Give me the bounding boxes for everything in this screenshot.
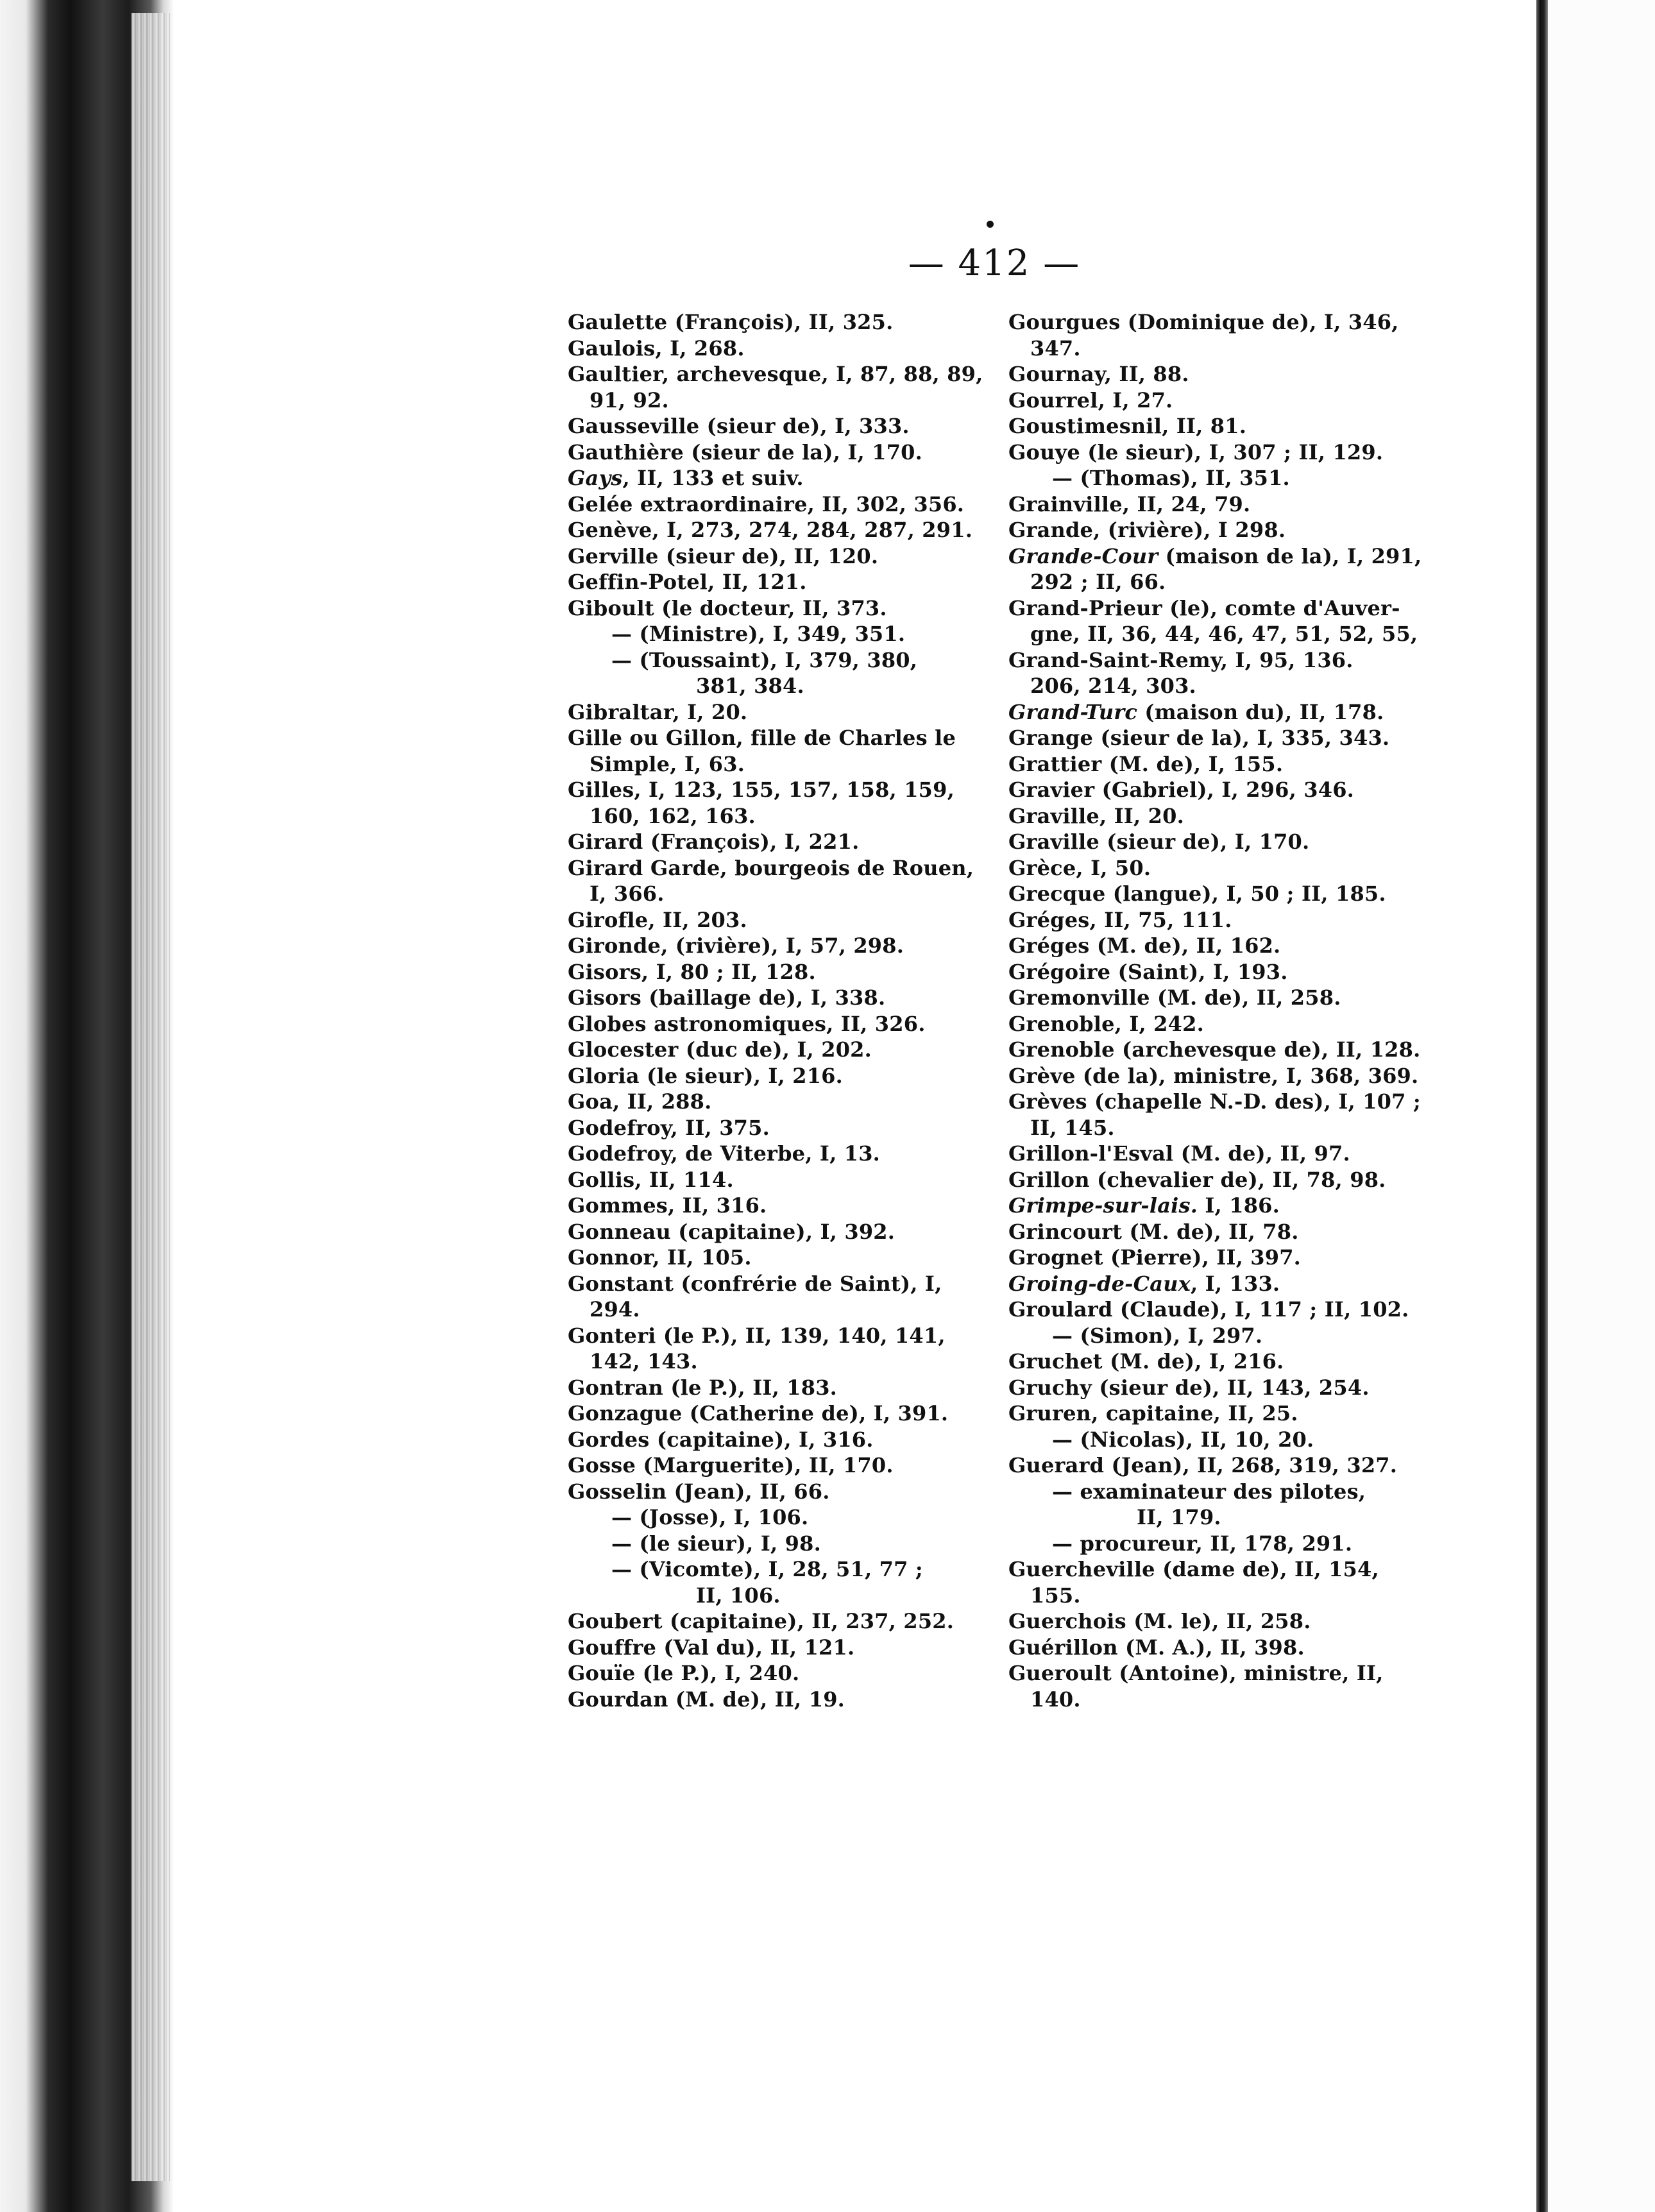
index-entry: [568, 1479, 978, 1505]
index-entry-line: Grand-Turc (maison du), II, 178.: [1008, 699, 1384, 724]
index-entry: [568, 336, 978, 362]
index-entry-continuation: 381, 384.: [696, 674, 804, 698]
index-entry-line: Gourgues (Dominique de), I, 346,: [1008, 310, 1399, 334]
index-entry-line: Grecque (langue), I, 50 ; II, 185.: [1008, 881, 1386, 906]
index-entry-line: Glocester (duc de), I, 202.: [568, 1037, 872, 1062]
index-entry-line: Graville, II, 20.: [1008, 803, 1184, 828]
index-entry-line: Gauthière (sieur de la), I, 170.: [568, 439, 922, 464]
index-entry: [1008, 1323, 1419, 1349]
index-entry: [568, 1141, 978, 1167]
index-entry-line: Gilles, I, 123, 155, 157, 158, 159,: [568, 778, 955, 802]
index-entry-line: Gueroult (Antoine), ministre, II,: [1008, 1661, 1384, 1685]
index-entry-line: Gordes (capitaine), I, 316.: [568, 1427, 874, 1452]
index-entry: [568, 725, 978, 777]
index-entry: [568, 959, 978, 985]
index-entry-line: Grange (sieur de la), I, 335, 343.: [1008, 726, 1390, 750]
index-entry: [568, 1271, 978, 1323]
index-entry-line: Grillon-l'Esval (M. de), II, 97.: [1008, 1141, 1350, 1166]
index-entry-line: Goa, II, 288.: [568, 1089, 712, 1114]
index-entry: [1008, 855, 1419, 881]
index-entry-continuation: 91, 92.: [590, 387, 669, 413]
index-entry: [568, 1660, 978, 1687]
index-entry: [568, 1427, 978, 1453]
index-entry: [1008, 491, 1419, 518]
index-entry: [1008, 1452, 1419, 1479]
index-entry-line: — (Thomas), II, 351.: [1052, 466, 1290, 490]
index-entry-continuation: 142, 143.: [590, 1349, 698, 1374]
index-entry-line: Gonnor, II, 105.: [568, 1245, 752, 1270]
index-entry-line: Geffin-Potel, II, 121.: [568, 570, 807, 594]
index-entry: [1008, 1219, 1419, 1245]
index-entry: [1008, 465, 1419, 491]
index-entry-line: Grattier (M. de), I, 155.: [1008, 751, 1284, 776]
index-entry-line: — (Josse), I, 106.: [611, 1505, 809, 1529]
right-page-edge: [1536, 0, 1548, 2212]
index-entry-line: — (Vicomte), I, 28, 51, 77 ;: [611, 1557, 923, 1581]
index-entry: [568, 829, 978, 855]
index-entry-continuation: 140.: [1030, 1687, 1081, 1712]
index-entry: [1008, 1167, 1419, 1193]
index-entry-line: Godefroy, II, 375.: [568, 1115, 770, 1140]
index-entry-line: Girofle, II, 203.: [568, 907, 747, 932]
index-entry-line: Gruren, capitaine, II, 25.: [1008, 1401, 1298, 1425]
index-entry-line: Globes astronomiques, II, 326.: [568, 1011, 926, 1036]
index-entry: [568, 1037, 978, 1063]
index-entry: [568, 543, 978, 570]
index-entry: [1008, 1089, 1419, 1141]
index-entry: [568, 361, 983, 413]
index-entry-line: Gaulois, I, 268.: [568, 336, 745, 361]
index-entry: [1008, 517, 1419, 543]
index-entry: [568, 777, 978, 829]
index-entry: [1008, 1271, 1419, 1297]
index-entry-line: Girard Garde, bourgeois de Rouen,: [568, 855, 974, 880]
index-entry-line: Gelée extraordinaire, II, 302, 356.: [568, 491, 965, 516]
index-entry: [1008, 439, 1419, 466]
index-entry-line: Grincourt (M. de), II, 78.: [1008, 1219, 1299, 1244]
index-entry: [568, 1687, 978, 1713]
index-entry-line: Gonzague (Catherine de), I, 391.: [568, 1401, 949, 1425]
index-entry-line: Gonstant (confrérie de Saint), I,: [568, 1271, 942, 1296]
book-spine: [0, 0, 173, 2212]
index-entry: [568, 1219, 978, 1245]
index-entry: [568, 1452, 978, 1479]
index-entry-line: Guercheville (dame de), II, 154,: [1008, 1557, 1379, 1581]
index-entry: [568, 855, 978, 907]
page-edges: [132, 13, 170, 2181]
index-entry: [568, 1531, 978, 1557]
index-entry-line: Grand-Saint-Remy, I, 95, 136.: [1008, 647, 1354, 672]
index-entry: [1008, 1011, 1419, 1037]
index-entry: [568, 1193, 978, 1219]
index-entry: [568, 1635, 978, 1661]
index-entry-line: Gibraltar, I, 20.: [568, 699, 748, 724]
index-entry: [1008, 777, 1419, 803]
index-entry: [1008, 1660, 1419, 1712]
index-entry-line: Gironde, (rivière), I, 57, 298.: [568, 933, 904, 958]
index-entry: [1008, 829, 1419, 855]
index-entry-continuation: 292 ; II, 66.: [1030, 570, 1166, 594]
index-entry: [568, 907, 978, 933]
index-entry: [568, 1167, 978, 1193]
index-entry-line: Gouïe (le P.), I, 240.: [568, 1661, 800, 1685]
index-entry-line: Grèves (chapelle N.-D. des), I, 107 ;: [1008, 1089, 1421, 1114]
index-entry-line: Gréges (M. de), II, 162.: [1008, 933, 1281, 958]
index-entry-line: Girard (François), I, 221.: [568, 830, 860, 854]
index-entry-line: Gouye (le sieur), I, 307 ; II, 129.: [1008, 439, 1384, 464]
index-entry-line: Gontran (le P.), II, 183.: [568, 1375, 837, 1400]
index-entry: [1008, 387, 1419, 414]
index-entry: [1008, 1427, 1419, 1453]
index-entry-line: Gaultier, archevesque, I, 87, 88, 89,: [568, 362, 983, 386]
index-entry: [1008, 1635, 1419, 1661]
index-entry: [1008, 1348, 1419, 1375]
index-entry-line: Grenoble (archevesque de), II, 128.: [1008, 1037, 1421, 1062]
index-entry: [1008, 1063, 1419, 1089]
index-entry-line: Grognet (Pierre), II, 397.: [1008, 1245, 1302, 1270]
index-entry-continuation: II, 179.: [1137, 1505, 1221, 1529]
index-entry: [568, 465, 978, 491]
index-entry: [568, 569, 978, 595]
index-entry: [1008, 1141, 1419, 1167]
index-entry-line: Guerchois (M. le), II, 258.: [1008, 1609, 1311, 1633]
index-entry: [568, 1556, 978, 1608]
index-entry: [1008, 1400, 1419, 1427]
index-entry-line: — procureur, II, 178, 291.: [1052, 1531, 1353, 1556]
index-entry-line: Giboult (le docteur, II, 373.: [568, 595, 887, 620]
index-entry-line: Gruchet (M. de), I, 216.: [1008, 1349, 1284, 1374]
index-entry-line: Groulard (Claude), I, 117 ; II, 102.: [1008, 1297, 1409, 1322]
index-entry-line: Gommes, II, 316.: [568, 1193, 767, 1218]
index-entry: [1008, 803, 1419, 830]
index-entry-line: Gravier (Gabriel), I, 296, 346.: [1008, 778, 1355, 802]
index-entry: [568, 1400, 978, 1427]
index-entry: [1008, 1556, 1419, 1608]
index-entry-line: Grande-Cour (maison de la), I, 291,: [1008, 543, 1422, 568]
index-entry-line: Gisors (baillage de), I, 338.: [568, 985, 886, 1010]
index-entry: [1008, 907, 1419, 933]
page-number: — 412 —: [908, 242, 1081, 284]
index-entry: [568, 1504, 978, 1531]
index-entry: [568, 309, 978, 336]
index-entry: [1008, 881, 1419, 907]
index-entry: [1008, 751, 1419, 778]
index-entry-line: Grenoble, I, 242.: [1008, 1011, 1204, 1036]
index-entry-line: Guérillon (M. A.), II, 398.: [1008, 1635, 1305, 1660]
index-entry-continuation: 155.: [1030, 1583, 1081, 1608]
index-entry: [568, 1089, 978, 1115]
index-entry-line: Gausseville (sieur de), I, 333.: [568, 414, 910, 438]
index-entry-continuation: I, 366.: [590, 881, 665, 906]
index-entry: [1008, 543, 1422, 595]
index-entry: [568, 699, 978, 726]
index-entry-line: Gonneau (capitaine), I, 392.: [568, 1219, 895, 1244]
ink-dot: [987, 221, 994, 228]
index-entry-line: Grégoire (Saint), I, 193.: [1008, 959, 1288, 984]
index-entry: [1008, 309, 1419, 361]
index-entry-line: Goustimesnil, II, 81.: [1008, 414, 1247, 438]
index-entry: [568, 1375, 978, 1401]
index-entry: [568, 1323, 978, 1375]
index-entry-line: Gourdan (M. de), II, 19.: [568, 1687, 845, 1712]
index-entry: [1008, 959, 1419, 985]
index-entry-line: Groing-de-Caux, I, 133.: [1008, 1271, 1280, 1296]
index-entry-line: Grande, (rivière), I 298.: [1008, 518, 1286, 542]
index-entry-line: Gaulette (François), II, 325.: [568, 310, 894, 334]
index-entry: [1008, 699, 1419, 726]
index-entry: [1008, 1037, 1419, 1063]
index-entry: [1008, 985, 1419, 1011]
index-entry-line: Graville (sieur de), I, 170.: [1008, 830, 1310, 854]
index-entry-continuation: Simple, I, 63.: [590, 751, 745, 776]
index-entry-line: Gruchy (sieur de), II, 143, 254.: [1008, 1375, 1370, 1400]
index-entry-line: Grève (de la), ministre, I, 368, 369.: [1008, 1063, 1419, 1088]
index-entry-line: Grimpe-sur-lais. I, 186.: [1008, 1193, 1280, 1218]
index-entry-line: Gosse (Marguerite), II, 170.: [568, 1453, 894, 1477]
index-entry-line: — examinateur des pilotes,: [1052, 1479, 1366, 1504]
index-entry: [1008, 595, 1419, 647]
index-entry-line: Gréges, II, 75, 111.: [1008, 907, 1232, 932]
index-entry-line: — (Nicolas), II, 10, 20.: [1052, 1427, 1314, 1452]
index-entry-line: Godefroy, de Viterbe, I, 13.: [568, 1141, 881, 1166]
index-entry: [1008, 725, 1419, 751]
index-entry: [568, 517, 978, 543]
index-entry: [1008, 933, 1419, 959]
index-entry: [568, 439, 978, 466]
index-entry: [1008, 1193, 1419, 1219]
index-column-left: [568, 309, 983, 1712]
index-entry: [1008, 413, 1419, 439]
index-entry: [568, 1608, 978, 1635]
index-entry-line: Gille ou Gillon, fille de Charles le: [568, 726, 956, 750]
index-entry-line: — (le sieur), I, 98.: [611, 1531, 821, 1556]
index-entry: [1008, 1297, 1419, 1323]
index-entry-line: Grand-Prieur (le), comte d'Auver-: [1008, 595, 1400, 620]
index-entry-line: Grillon (chevalier de), II, 78, 98.: [1008, 1167, 1386, 1192]
index-entry: [1008, 1245, 1419, 1271]
index-entry-line: Guerard (Jean), II, 268, 319, 327.: [1008, 1453, 1398, 1477]
index-entry-line: Grèce, I, 50.: [1008, 855, 1151, 880]
index-entry-line: Gremonville (M. de), II, 258.: [1008, 985, 1341, 1010]
index-entry: [1008, 647, 1419, 699]
index-entry: [1008, 1375, 1419, 1401]
index-entry: [568, 1115, 978, 1141]
index-entry: [568, 647, 978, 699]
index-entry: [1008, 1531, 1419, 1557]
index-entry: [568, 413, 978, 439]
index-entry-line: Gays, II, 133 et suiv.: [568, 466, 804, 490]
index-entry-continuation: gne, II, 36, 44, 46, 47, 51, 52, 55,: [1030, 622, 1418, 646]
index-entry: [1008, 1608, 1419, 1635]
index-entry: [568, 1245, 978, 1271]
index-entry-line: Gosselin (Jean), II, 66.: [568, 1479, 830, 1504]
index-entry-line: — (Simon), I, 297.: [1052, 1323, 1263, 1348]
index-entry: [568, 595, 978, 622]
index-entry-line: Gloria (le sieur), I, 216.: [568, 1063, 843, 1088]
index-column-right: [1008, 309, 1422, 1712]
index-entry-line: Gollis, II, 114.: [568, 1167, 734, 1192]
index-entry-line: Gerville (sieur de), II, 120.: [568, 543, 879, 568]
index-entry-line: Goubert (capitaine), II, 237, 252.: [568, 1609, 955, 1633]
index-entry: [568, 491, 978, 518]
index-entry: [1008, 1479, 1419, 1531]
index-entry: [568, 1011, 978, 1037]
index-entry-line: Gournay, II, 88.: [1008, 362, 1189, 386]
index-entry-line: — (Toussaint), I, 379, 380,: [611, 647, 918, 672]
index-entry: [1008, 361, 1419, 387]
index-entry-line: Gouffre (Val du), II, 121.: [568, 1635, 855, 1660]
index-entry-line: Gisors, I, 80 ; II, 128.: [568, 959, 816, 984]
right-margin: [1548, 0, 1655, 2212]
index-entry-line: — (Ministre), I, 349, 351.: [611, 622, 906, 646]
index-entry-line: Gonteri (le P.), II, 139, 140, 141,: [568, 1323, 946, 1348]
index-entry: [568, 1063, 978, 1089]
index-entry-continuation: II, 106.: [696, 1583, 781, 1608]
index-entry-continuation: 347.: [1030, 336, 1081, 361]
index-entry-line: Gourrel, I, 27.: [1008, 387, 1173, 413]
index-entry: [568, 933, 978, 959]
index-entry-line: Genève, I, 273, 274, 284, 287, 291.: [568, 518, 973, 542]
index-entry-continuation: 206, 214, 303.: [1030, 674, 1196, 698]
index-entry-continuation: 160, 162, 163.: [590, 803, 756, 828]
index-entry-line: Grainville, II, 24, 79.: [1008, 491, 1251, 516]
index-entry-continuation: 294.: [590, 1297, 640, 1322]
index-entry: [568, 621, 978, 647]
index-entry-continuation: II, 145.: [1030, 1115, 1115, 1140]
index-entry: [568, 985, 978, 1011]
